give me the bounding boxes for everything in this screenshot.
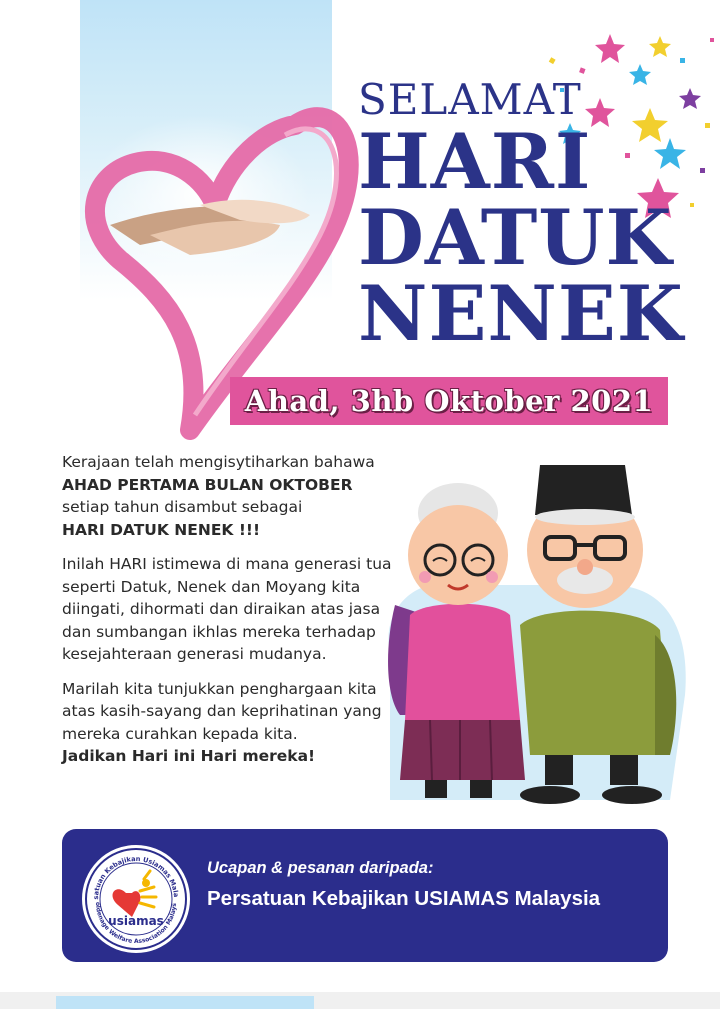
- grandmother-figure: [388, 483, 525, 798]
- bottom-strip: [0, 992, 720, 1009]
- p1-bold1: AHAD PERTAMA BULAN OKTOBER: [62, 475, 353, 494]
- logo-ring-bottom: oldenage Welfare Association Malays: [93, 901, 179, 946]
- p1-line1: Kerajaan telah mengisytiharkan bahawa: [62, 453, 375, 471]
- p1-line3: setiap tahun disambut sebagai: [62, 498, 303, 516]
- body-text: [62, 451, 402, 780]
- bottom-accent: [56, 996, 314, 1009]
- title-nenek: NENEK: [358, 269, 684, 358]
- date-banner: [230, 377, 668, 425]
- usiamas-logo-mark: [82, 845, 190, 953]
- usiamas-logo: [80, 843, 192, 955]
- date-text: Ahad, 3hb Oktober 2021: [244, 384, 654, 418]
- logo-ring-top: satuan Kebajikan Usiamas Mala: [91, 854, 180, 900]
- footer-banner: [62, 829, 668, 962]
- title-selamat: SELAMAT: [358, 75, 582, 124]
- p3-bold: Jadikan Hari ini Hari mereka!: [62, 747, 316, 765]
- paragraph-2: Inilah HARI istimewa di mana generasi tua seperti Datuk, Nenek dan Moyang kita diingati, dihormati dan diraikan atas jasa dan sumbangan ikhlas mereka terhadap kesejahteraan generasi mudanya.: [62, 555, 392, 663]
- logo-wordmark: usiamas: [108, 914, 164, 928]
- title-datuk: DATUK: [358, 193, 673, 282]
- p1-bold2: HARI DATUK NENEK !!!: [62, 520, 261, 539]
- grandparents-illustration: [370, 455, 700, 815]
- title-hari: HARI: [358, 117, 592, 206]
- grandfather-figure: [520, 465, 676, 804]
- paragraph-1: [62, 451, 402, 541]
- organization-name: Persatuan Kebajikan USIAMAS Malaysia: [207, 887, 601, 910]
- p3-text: Marilah kita tunjukkan penghargaan kita atas kasih-sayang dan keprihatinan yang mereka curahkan kepada kita.: [62, 679, 382, 743]
- message-from-label: Ucapan & pesanan daripada:: [207, 859, 434, 877]
- paragraph-3: [62, 678, 402, 768]
- page-title: [358, 75, 684, 358]
